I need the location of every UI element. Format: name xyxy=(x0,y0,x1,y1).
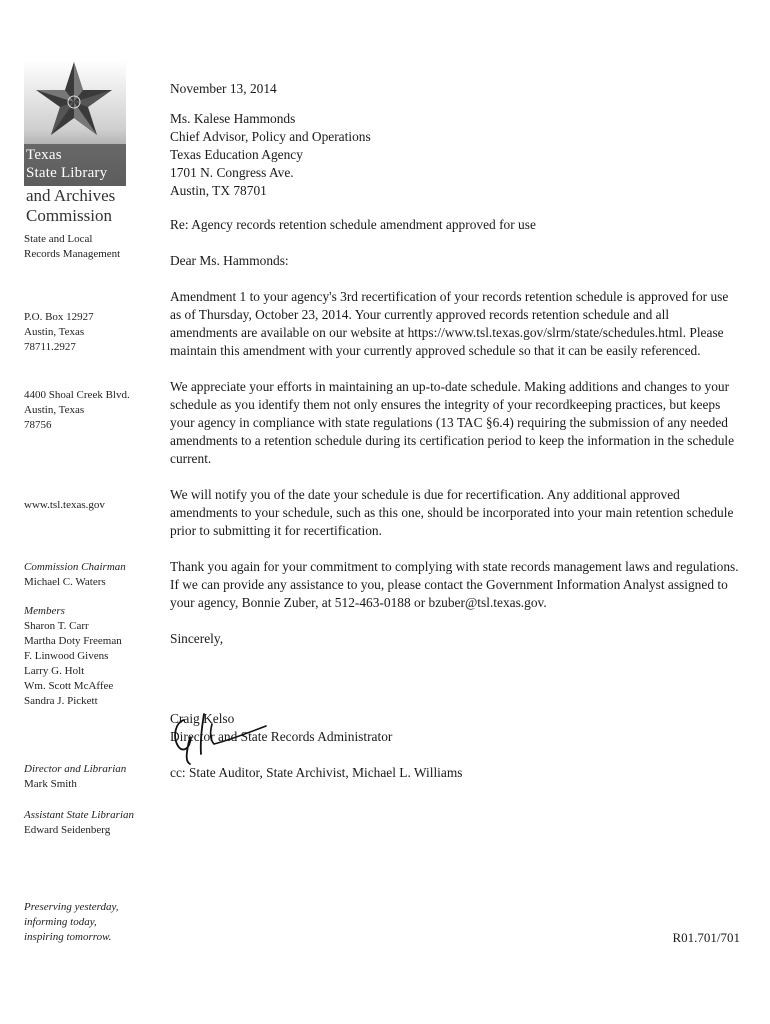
member-name: F. Linwood Givens xyxy=(24,650,109,662)
commission-members: Members Sharon T. Carr Martha Doty Freeman F. Linwood Givens Larry G. Holt Wm. Scott McAffee Sandra J. Pickett xyxy=(24,605,122,707)
reference-number: R01.701/701 xyxy=(672,930,740,945)
body-paragraph: We appreciate your efforts in maintaining an up-to-date schedule. Making additions and changes to your schedule as you identify them not only ensures the integrity of your recordkeeping practices, but keeps your agency in compliance with state regulations (13 TAC §6.4) requiring the submission of any needed amendments to a retention schedule during its certification period to keep the information in the schedule current. xyxy=(170,379,735,466)
commission-chairman: Commission Chairman Michael C. Waters xyxy=(24,561,126,588)
logo-text-line2: State Library xyxy=(26,165,108,181)
recipient-address: Ms. Kalese Hammonds Chief Advisor, Policy and Operations Texas Education Agency 1701 N. Congress Ave. Austin, TX 78701 xyxy=(170,111,371,198)
member-name: Sharon T. Carr xyxy=(24,620,89,632)
member-name: Larry G. Holt xyxy=(24,665,85,677)
body-paragraph: Amendment 1 to your agency's 3rd recertification of your records retention schedule is approved for use as of Thursday, October 23, 2014. Your currently approved records retention schedule and all amendments are available on our website at https://www.tsl.texas.gov/slrm/state/schedules.html. Please maintain this amendment with your currently approved schedule so that it can be easily referenced. xyxy=(170,289,729,358)
signer-name: Craig Kelso xyxy=(170,711,235,726)
logo-text-line1: Texas xyxy=(26,147,62,163)
logo-text-line3: and Archives xyxy=(26,186,116,205)
member-name: Wm. Scott McAffee xyxy=(24,680,114,692)
letterhead-sidebar xyxy=(24,60,164,943)
cc-line: cc: State Auditor, State Archivist, Michael L. Williams xyxy=(170,765,463,780)
closing: Sincerely, xyxy=(170,631,224,646)
body-paragraph: We will notify you of the date your schedule is due for recertification. Any additional approved amendments to your schedule, such as this one, should be incorporated into your main retention schedule prior to submitting it for recertification. xyxy=(170,487,734,538)
member-name: Martha Doty Freeman xyxy=(24,635,122,647)
letter-date: November 13, 2014 xyxy=(170,81,277,96)
handwritten-signature xyxy=(170,706,280,766)
street-address: 4400 Shoal Creek Blvd. Austin, Texas 78756 xyxy=(24,389,130,431)
member-name: Sandra J. Pickett xyxy=(24,695,98,707)
po-box-address: P.O. Box 12927 Austin, Texas 78711.2927 xyxy=(24,311,94,353)
body-paragraph: Thank you again for your commitment to complying with state records management laws and regulations. If we can provide any assistance to you, please contact the Government Information Analyst assigned to your agency, Bonnie Zuber, at 512-463-0188 or bzuber@tsl.texas.gov. xyxy=(170,559,739,610)
motto: Preserving yesterday, informing today, inspiring tomorrow. xyxy=(24,901,119,943)
salutation: Dear Ms. Hammonds: xyxy=(170,253,289,268)
website: www.tsl.texas.gov xyxy=(24,499,105,511)
director-librarian: Director and Librarian Mark Smith xyxy=(24,763,127,790)
division-name: State and Local Records Management xyxy=(24,233,121,260)
signer-title: Director and State Records Administrator xyxy=(170,729,393,744)
letter-body xyxy=(170,80,740,782)
agency-logo xyxy=(24,60,126,226)
subject-line: Re: Agency records retention schedule amendment approved for use xyxy=(170,217,536,232)
logo-text-line4: Commission xyxy=(26,206,112,225)
assistant-librarian: Assistant State Librarian Edward Seidenberg xyxy=(24,809,135,836)
